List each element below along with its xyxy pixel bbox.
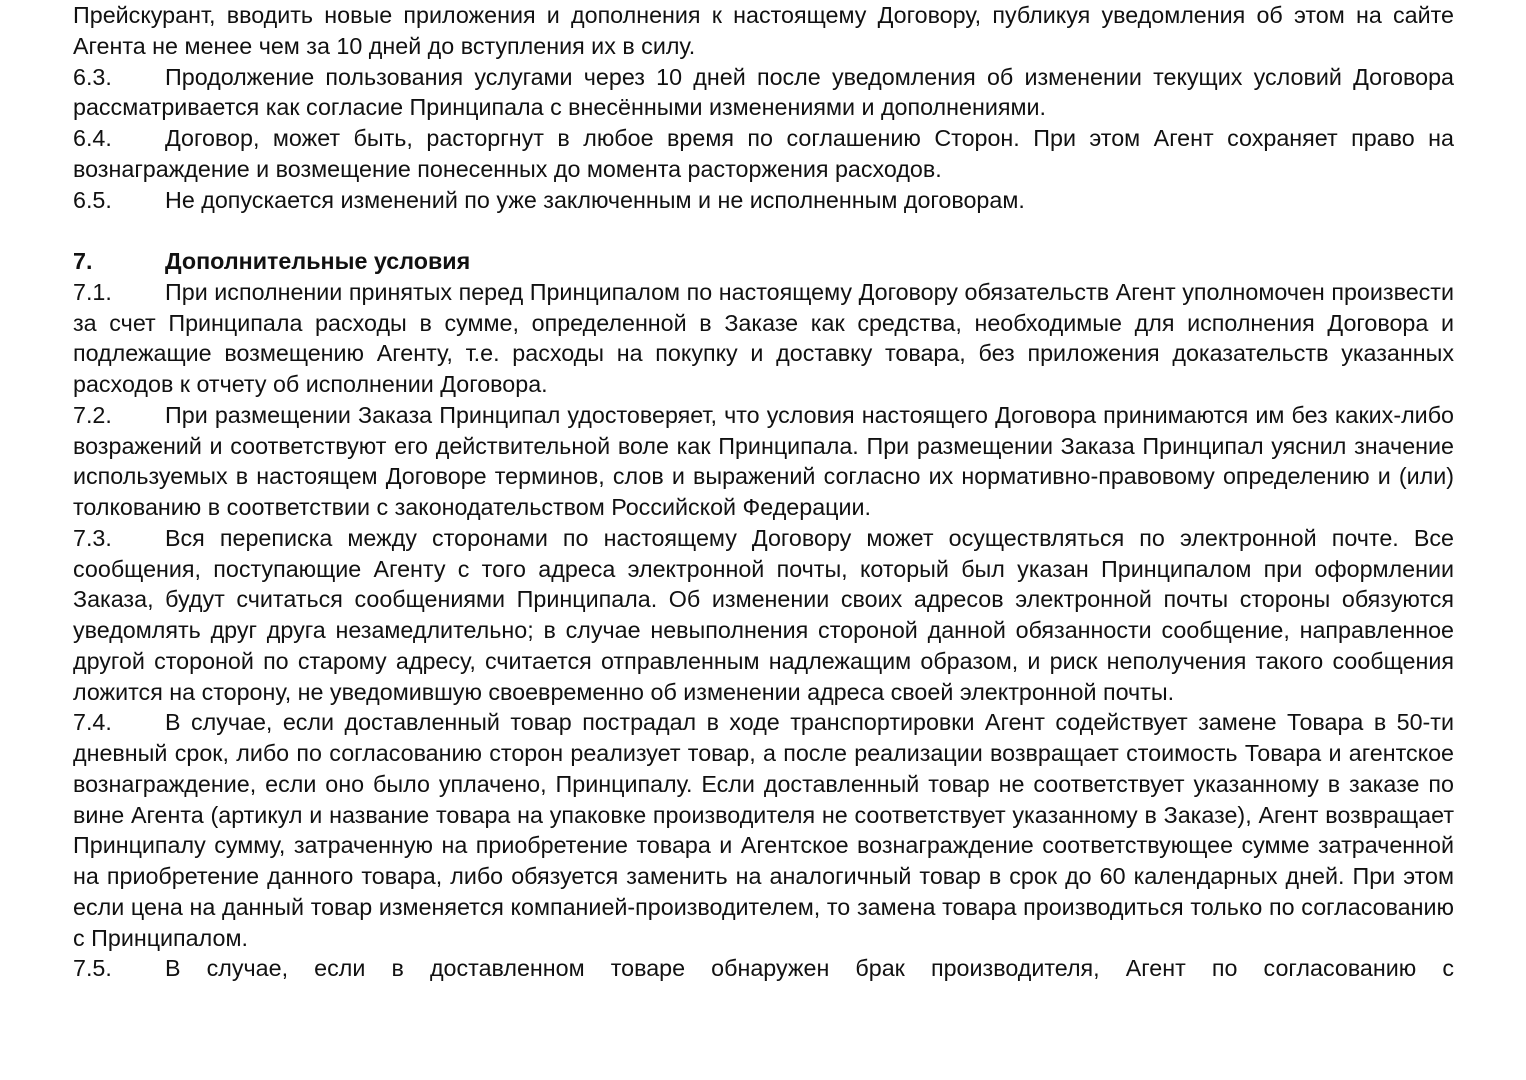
clause-text: При исполнении принятых перед Принципалом по настоящему Договору обязательств Агент уполномочен произвести за счет Принципала расходы в сумме, определенной в Заказе как средства, необходимые для исполнения Договора и подлежащие возмещению Агенту, т.е. расходы на покупку и доставку товара, без приложения доказательств указанных расходов к отчету об исполнении Договора. (73, 278, 1454, 397)
clause-text: При размещении Заказа Принципал удостоверяет, что условия настоящего Договора принимаются им без каких-либо возражений и соответствуют его действительной воле как Принципала. При размещении Заказа Принципал уяснил значение используемых в настоящем Договоре терминов, слов и выражений согласно их нормативно-правовому определению и (или) толкованию в соответствии с законодательством Российской Федерации. (73, 401, 1454, 520)
document-page (73, 0, 1454, 984)
clause-text: Продолжение пользования услугами через 10 дней после уведомления об изменении текущих условий Договора рассматривается как согласие Принципала с внесёнными изменениями и дополнениями. (73, 63, 1454, 121)
clause-6-3 (73, 62, 1454, 124)
clause-7-3 (73, 523, 1454, 708)
clause-text: В случае, если доставленный товар пострадал в ходе транспортировки Агент содействует замене Товара в 50-ти дневный срок, либо по согласованию сторон реализует товар, а после реализации возвращает стоимость Товара и агентское вознаграждение, если оно было уплачено, Принципалу. Если доставленный товар не соответствует указанному в заказе по вине Агента (артикул и название товара на упаковке производителя не соответствует указанному в Заказе), Агент возвращает Принципалу сумму, затраченную на приобретение товара и Агентское вознаграждение соответствующее сумме затраченной на приобретение данного товара, либо обязуется заменить на аналогичный товар в срок до 60 календарных дней. При этом если цена на данный товар изменяется компанией-производителем, то замена товара производиться только по согласованию с Принципалом. (73, 709, 1454, 951)
clause-number: 7.2. (73, 401, 112, 428)
clause-text: Договор, может быть, расторгнут в любое время по соглашению Сторон. При этом Агент сохраняет право на вознаграждение и возмещение понесенных до момента расторжения расходов. (73, 125, 1454, 182)
clause-6-5 (73, 185, 1454, 216)
clause-7-1 (73, 277, 1454, 400)
clause-7-2 (73, 400, 1454, 523)
clause-text: Не допускается изменений по уже заключенным и не исполненным договорам. (165, 186, 1025, 213)
section-spacer (73, 215, 1454, 246)
clause-number: 6.5. (73, 186, 112, 213)
clause-text: В случае, если в доставленном товаре обнаружен брак производителя, Агент по согласованию с (165, 955, 1454, 982)
clause-number: 7.1. (73, 278, 112, 305)
section-number: 7. (73, 248, 93, 274)
clause-7-5 (73, 953, 1454, 984)
clause-number: 7.3. (73, 524, 112, 551)
clause-7-4 (73, 707, 1454, 953)
clause-number: 7.5. (73, 955, 112, 982)
paragraph-intro: Прейскурант, вводить новые приложения и дополнения к настоящему Договору, публикуя уведомления об этом на сайте Агента не менее чем за 10 дней до вступления их в силу. (73, 2, 1454, 59)
clause-6-4 (73, 123, 1454, 185)
clause-number: 7.4. (73, 709, 112, 736)
clause-number: 6.3. (73, 63, 112, 90)
clause-text: Вся переписка между сторонами по настоящему Договору может осуществляться по электронной почте. Все сообщения, поступающие Агенту с того адреса электронной почты, который был указан Принципалом при оформлении Заказа, будут считаться сообщениями Принципала. Об изменении своих адресов электронной почты стороны обязуются уведомлять друг друга незамедлительно; в случае невыполнения стороной данной обязанности сообщение, направленное другой стороной по старому адресу, считается отправленным надлежащим образом, и риск неполучения такого сообщения ложится на сторону, не уведомившую своевременно об изменении адреса своей электронной почты. (73, 524, 1454, 705)
section-7-heading (73, 246, 1454, 277)
clause-number: 6.4. (73, 125, 112, 151)
section-title: Дополнительные условия (165, 248, 471, 274)
